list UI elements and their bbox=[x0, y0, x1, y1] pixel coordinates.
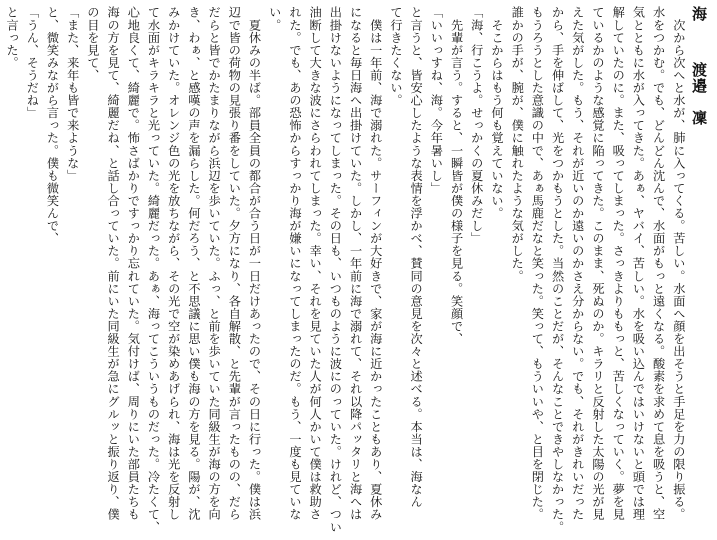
document-title: 海 bbox=[690, 6, 708, 22]
text-line: もうろうとした意識の中で、あぁ馬鹿だなと笑った。笑って、もういいや、と目を閉じた。 bbox=[530, 6, 545, 521]
text-line: て水面がキラキラと光っていた。綺麗だった。あぁ、海ってこういうものだった。冷たくて、 bbox=[146, 6, 161, 534]
dialogue-line: 「また、来年も皆で来ような」 bbox=[65, 6, 80, 182]
text-line: 海の方を見て、綺麗だね、と話し合っていた。前にいた同級生が急にグルッと振り返り、僕 bbox=[106, 6, 121, 521]
dialogue-line: 「海、行こうよ。せっかくの夏休みだし」 bbox=[469, 6, 484, 245]
text-line: になると毎日海へ出掛けていた。しかし、一年前に海で溺れて、それ以降パッタリと海へは bbox=[348, 6, 363, 521]
text-line: 心地良くて、綺麗で。怖さばかりですっかり忘れていた。気付けば、周りにいた部員たちも bbox=[126, 6, 141, 521]
text-line: 辺で皆の荷物の見張り番をしていた。夕方になり、各自解散、と先輩が言ったものの、だら bbox=[227, 6, 242, 521]
text-line: みかけていた。オレンジ色の光を放ちながら、その光で空が染めあげられ、海は光を反射し bbox=[166, 6, 181, 521]
text-line: 出掛けないようになってしまった。その日も、いつものように波にのっていた。けれど、つい bbox=[328, 6, 343, 534]
text-line: 油断して大きな波にさらわれてしまった。幸い、それを見ていた人が何人かいて僕は救助さ bbox=[308, 6, 323, 521]
document-title-line bbox=[689, 6, 709, 534]
text-line: 次から次へと水が、肺に入ってくる。苦しい。水面へ顔を出そうと手足を力の限り振る。 bbox=[671, 6, 686, 521]
text-line: れた。でも、あの恐怖からすっかり海が嫌いになってしまったのだ。もう、一度も見ていな bbox=[287, 6, 302, 521]
text-line: から、手を伸ばして、光をつかもうとした。当然のことだが、そんなことできやしなかった。 bbox=[550, 6, 565, 534]
text-line: えた気がした。もう、それが近いのか遠いのかさえ分からない。でも、それがきれいだった bbox=[570, 6, 585, 521]
text-line: と、微笑みながら言った。僕も微笑んで、 bbox=[45, 6, 60, 245]
text-line: の目を見て、 bbox=[85, 6, 100, 82]
text-line: い。 bbox=[267, 6, 282, 32]
text-line: き、わぁ、と感嘆の声を漏らした。何だろう、と不思議に思い僕も海の方を見る。陽が、沈 bbox=[186, 6, 201, 521]
text-line: 夏休みの半ば。部員全員の都合が合う日が一日だけあったので、その日に行った。僕は浜 bbox=[247, 6, 262, 521]
text-line: と言った。 bbox=[5, 6, 20, 69]
text-line: て行きたくない。 bbox=[388, 6, 403, 107]
dialogue-line: 「うん、そうだね」 bbox=[25, 6, 40, 119]
text-line: と言うと、皆安心したような表情を浮かべ、賛同の意見を次々と述べる。本当は、海なん bbox=[409, 6, 424, 508]
text-line: 気とともに水が入ってきた。あぁ、ヤバイ、苦しい。水を吸い込んではいけないと頭では理 bbox=[631, 6, 646, 521]
document-author: 渡邉 凜 bbox=[690, 62, 708, 126]
text-line: だらと皆でかたまりながら浜辺を歩いていた。ふっ、と前を歩いていた同級生が海の方を向 bbox=[207, 6, 222, 521]
text-line: 解していたのに。また、吸ってしまった。さっきよりももっと、苦しくなっていく。夢を見 bbox=[611, 6, 626, 521]
text-line: ているかのような感覚に陥ってきた。このまま、死ぬのか。キラリと反射した太陽の光が見 bbox=[590, 6, 605, 521]
text-line: 水をつかむ。でも、どんどん沈んで、水面がもっと遠くなる。酸素を求めて息を吸うと、空 bbox=[651, 6, 666, 521]
dialogue-line: 「いいっすね、海。今年暑いし」 bbox=[429, 6, 444, 195]
text-line: 先輩が言う。すると、一瞬皆が僕の様子を見る。笑顔で、 bbox=[449, 6, 464, 345]
text-line: 誰かの手が、腕が、僕に触れたような気がした。 bbox=[510, 6, 525, 283]
text-line: そこからはもう何も覚えていない。 bbox=[489, 6, 504, 220]
text-line: 僕は一年前、海で溺れた。サーフィンが大好きで、家が海に近かったこともあり、夏休み bbox=[368, 6, 383, 521]
